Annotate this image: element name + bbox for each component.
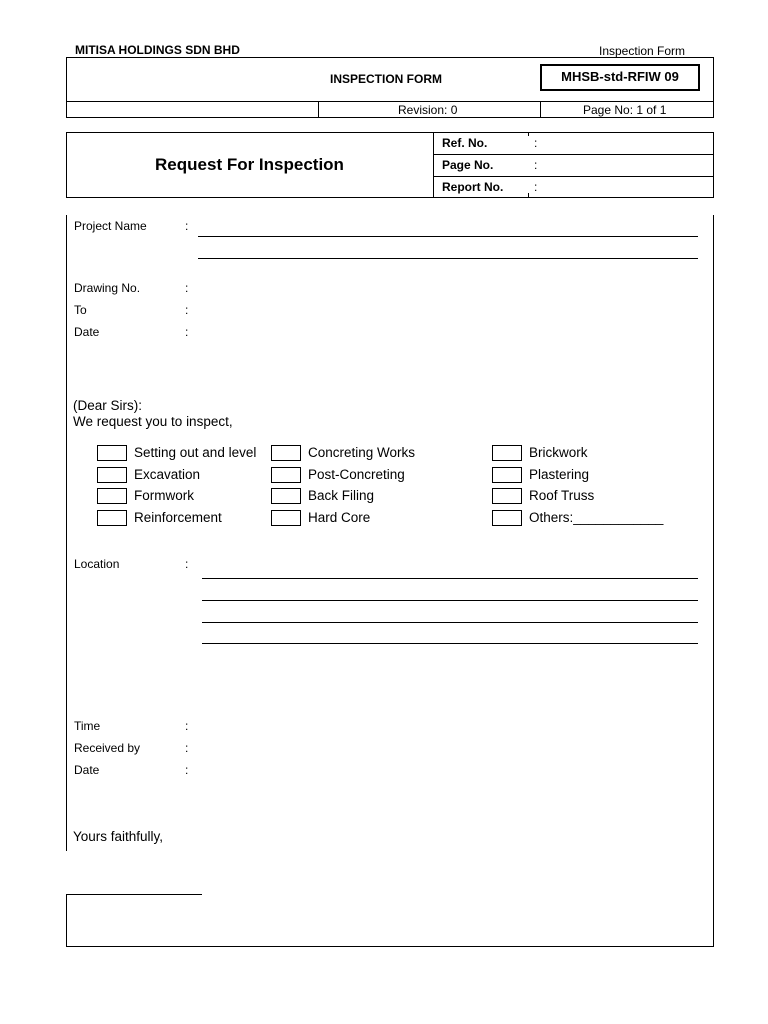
report-no-label: Report No. [442,180,504,194]
to-colon: : [185,303,189,317]
page-number-label: Page No: 1 of 1 [583,103,667,117]
header-divider [66,101,714,102]
received-date-label: Date [74,763,100,777]
request-line: We request you to inspect, [73,414,233,429]
checkbox-label: Concreting Works [308,445,416,460]
ref-row-divider [433,154,714,155]
body-left-border [66,215,67,851]
checkbox-label: Hard Core [308,510,371,525]
form-title: INSPECTION FORM [330,72,443,86]
checkbox-back-filing[interactable] [271,488,301,504]
date-label: Date [74,325,100,339]
location-line-2[interactable] [202,600,698,601]
location-line-1[interactable] [202,578,698,579]
location-label: Location [74,557,120,571]
checkbox-label: Reinforcement [134,510,222,525]
checkbox-post-concreting[interactable] [271,467,301,483]
document-code: MHSB-std-RFIW 09 [561,69,679,84]
drawing-no-label: Drawing No. [74,281,141,295]
checkbox-label: Back Filing [308,488,375,503]
project-name-colon: : [185,219,189,233]
received-by-label: Received by [74,741,141,755]
tick-mark-bottom [528,193,529,198]
checkbox-concreting-works[interactable] [271,445,301,461]
revision-divider-left [318,101,319,118]
ref-no-label: Ref. No. [442,136,488,150]
salutation: (Dear Sirs): [73,398,143,413]
time-label: Time [74,719,101,733]
report-no-colon: : [534,180,538,194]
closing-text: Yours faithfully, [73,829,164,844]
checkbox-label: Brickwork [529,445,588,460]
checkbox-label: Others:____________ [529,510,664,525]
checkbox-hard-core[interactable] [271,510,301,526]
checkbox-brickwork[interactable] [492,445,522,461]
company-name: MITISA HOLDINGS SDN BHD [75,43,240,57]
checkbox-others[interactable] [492,510,522,526]
location-colon: : [185,557,189,571]
checkbox-reinforcement[interactable] [97,510,127,526]
footer-box [66,894,714,947]
project-name-label: Project Name [74,219,147,233]
revision-label: Revision: 0 [398,103,458,117]
tick-mark-top [528,132,529,136]
location-line-3[interactable] [202,622,698,623]
page-no-label: Page No. [442,158,494,172]
document-type-label: Inspection Form [599,44,686,58]
checkbox-label: Plastering [529,467,590,482]
checkbox-label: Setting out and level [134,445,257,460]
to-label: To [74,303,87,317]
checkbox-setting-out[interactable] [97,445,127,461]
body-right-border [713,215,714,895]
project-name-line-1[interactable] [198,236,698,237]
checkbox-label: Post-Concreting [308,467,405,482]
checkbox-label: Excavation [134,467,201,482]
revision-divider-right [540,101,541,118]
checkbox-plastering[interactable] [492,467,522,483]
page-title: Request For Inspection [155,155,344,174]
page-row-divider [433,176,714,177]
date-colon: : [185,325,189,339]
project-name-line-2[interactable] [198,258,698,259]
title-block-divider [433,132,434,198]
page-no-colon: : [534,158,538,172]
checkbox-formwork[interactable] [97,488,127,504]
received-by-colon: : [185,741,189,755]
checkbox-roof-truss[interactable] [492,488,522,504]
checkbox-excavation[interactable] [97,467,127,483]
checkbox-label: Formwork [134,488,194,503]
checkbox-label: Roof Truss [529,488,595,503]
time-colon: : [185,719,189,733]
ref-no-colon: : [534,136,538,150]
received-date-colon: : [185,763,189,777]
location-line-4[interactable] [202,643,698,644]
drawing-no-colon: : [185,281,189,295]
